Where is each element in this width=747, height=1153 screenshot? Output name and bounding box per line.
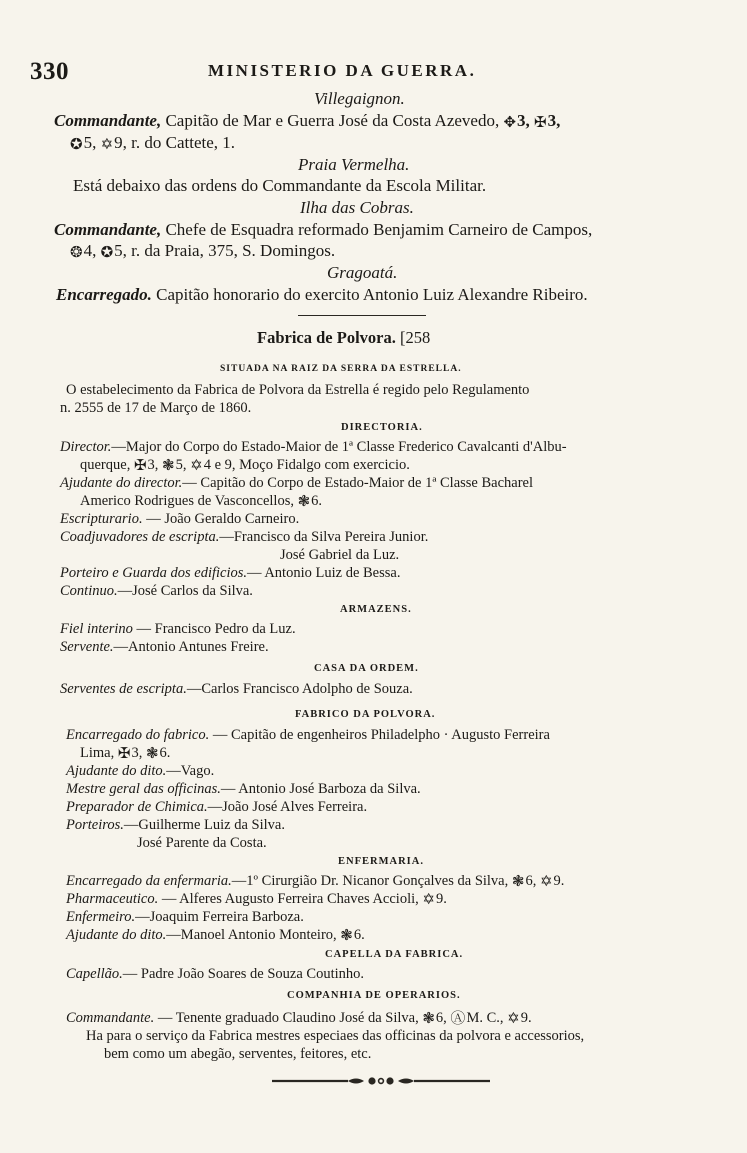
gragoata-line: Encarregado. Capitão honorario do exercito Antonio Luiz Alexandre Ribeiro. <box>56 285 588 304</box>
rose-decoration-icon: ❃ <box>162 458 175 474</box>
ajudante-line-1: Ajudante do director.— Capitão do Corpo de Estado-Maior de 1ª Classe Bacharel <box>60 475 534 491</box>
enfermeiro-line: Enfermeiro.—Joaquim Ferreira Barboza. <box>66 909 304 925</box>
closing-ornament <box>270 1074 492 1088</box>
enc-fabrico-line-2: Lima, ✠3, ❃6. <box>80 745 171 762</box>
serventes-line: Serventes de escripta.—Carlos Francisco Adolpho de Souza. <box>60 681 413 697</box>
praia-text: Está debaixo das ordens do Commandante da Escola Militar. <box>73 176 487 195</box>
cobras-title: Ilha das Cobras. <box>300 198 414 217</box>
capellao-line: Capellão.— Padre João Soares de Souza Coutinho. <box>66 966 365 982</box>
medal-decoration-icon: ✪ <box>70 137 83 153</box>
pharmaceutico-line: Pharmaceutico. — Alferes Augusto Ferreira Chaves Accioli, ✡9. <box>66 891 447 908</box>
servente-line: Servente.—Antonio Antunes Freire. <box>60 639 269 655</box>
order-decoration-icon: ✠ <box>117 746 131 762</box>
porteiros-line-1: Porteiros.—Guilherme Luiz da Silva. <box>66 817 285 833</box>
ajudante-line-2: Americo Rodrigues de Vasconcellos, ❃6. <box>80 493 323 510</box>
star-decoration-icon: ✡ <box>539 874 553 890</box>
rose-decoration-icon: ❃ <box>422 1011 435 1027</box>
fabrica-intro-1: O estabelecimento da Fabrica de Polvora da Estrella é regido pelo Regulamento <box>66 382 530 398</box>
rose-decoration-icon: ❃ <box>340 928 353 944</box>
escripturario-line: Escripturario. — João Geraldo Carneiro. <box>60 511 300 527</box>
directoria-heading: DIRECTORIA. <box>341 422 423 433</box>
section-divider <box>298 315 426 316</box>
page-header <box>30 58 690 88</box>
ajudante-enfermaria-line: Ajudante do dito.—Manoel Antonio Monteiro, ❃6. <box>66 927 365 944</box>
servico-line-2: bem como um abegão, serventes, feitores, etc. <box>104 1046 372 1062</box>
enc-fabrico-line-1: Encarregado do fabrico. — Capitão de engenheiros Philadelpho · Augusto Ferreira <box>66 727 550 743</box>
cobras-line-2: ❂4, ✪5, r. da Praia, 375, S. Domingos. <box>70 240 335 264</box>
cobras-line-1: Commandante, Chefe de Esquadra reformado Benjamim Carneiro de Campos, <box>54 220 593 239</box>
order-decoration-icon: ✠ <box>133 458 147 474</box>
page-number: 330 <box>30 58 69 85</box>
villegaignon-line-1: Commandante, Capitão de Mar e Guerra José da Costa Azevedo, ✥3, ✠3, <box>54 110 560 134</box>
running-title: MINISTERIO DA GUERRA. <box>208 61 477 80</box>
star-decoration-icon: ✡ <box>190 458 203 474</box>
continuo-line: Continuo.—José Carlos da Silva. <box>60 583 253 599</box>
armazens-heading: ARMAZENS. <box>340 604 412 615</box>
medal-decoration-icon: ✪ <box>100 245 114 261</box>
servico-line-1: Ha para o serviço da Fabrica mestres especiaes das officinas da polvora e accessorios, <box>86 1028 585 1044</box>
circled-a-decoration-icon: Ⓐ <box>450 1011 466 1027</box>
coadjuvadores-line-2: José Gabriel da Luz. <box>280 547 400 563</box>
gragoata-title: Gragoatá. <box>327 263 398 282</box>
order-decoration-icon: ✠ <box>534 115 547 131</box>
fabrica-location: SITUADA NA RAIZ DA SERRA DA ESTRELLA. <box>220 364 462 374</box>
capella-heading: CAPELLA DA FABRICA. <box>325 949 464 960</box>
praia-title: Praia Vermelha. <box>298 155 410 174</box>
ajudante-dito-line: Ajudante do dito.—Vago. <box>66 763 215 779</box>
villegaignon-line-2: ✪5, ✡9, r. do Cattete, 1. <box>70 132 235 156</box>
rosette-decoration-icon: ❂ <box>70 245 83 261</box>
fiel-line: Fiel interino — Francisco Pedro da Luz. <box>60 621 296 637</box>
companhia-heading: COMPANHIA DE OPERARIOS. <box>287 990 461 1001</box>
enfermaria-heading: ENFERMARIA. <box>338 856 424 867</box>
companhia-commandante-line: Commandante. — Tenente graduado Claudino José da Silva, ❃6, ⒶM. C., ✡9. <box>66 1010 532 1027</box>
star-decoration-icon: ✡ <box>100 137 114 153</box>
star-decoration-icon: ✡ <box>422 892 435 908</box>
enc-enfermaria-line: Encarregado da enfermaria.—1º Cirurgião Dr. Nicanor Gonçalves da Silva, ❃6, ✡9. <box>66 873 565 890</box>
rose-decoration-icon: ❃ <box>511 874 525 890</box>
director-line-1: Director.—Major do Corpo do Estado-Maior de 1ª Classe Frederico Cavalcanti d'Albu- <box>60 439 567 455</box>
fabrico-heading: FABRICO DA POLVORA. <box>295 709 436 720</box>
fabrica-intro-2: n. 2555 de 17 de Março de 1860. <box>60 400 252 416</box>
ornament-flourish-icon <box>270 1074 492 1088</box>
casa-ordem-heading: CASA DA ORDEM. <box>314 663 419 674</box>
preparador-line: Preparador de Chimica.—João José Alves Ferreira. <box>66 799 368 815</box>
cross-decoration-icon: ✥ <box>503 115 517 131</box>
fabrica-heading: Fabrica de Polvora. [258 <box>257 328 431 347</box>
star-decoration-icon: ✡ <box>507 1011 520 1027</box>
coadjuvadores-line-1: Coadjuvadores de escripta.—Francisco da Silva Pereira Junior. <box>60 529 429 545</box>
porteiros-line-2: José Parente da Costa. <box>137 835 267 851</box>
mestre-line: Mestre geral das officinas.— Antonio José Barboza da Silva. <box>66 781 421 797</box>
rose-decoration-icon: ❃ <box>145 746 159 762</box>
porteiro-line: Porteiro e Guarda dos edificios.— Antonio Luiz de Bessa. <box>60 565 401 581</box>
villegaignon-title: Villegaignon. <box>314 89 405 108</box>
rose-decoration-icon: ❃ <box>297 494 311 510</box>
director-line-2: querque, ✠3, ❃5, ✡4 e 9, Moço Fidalgo com exercicio. <box>80 457 410 474</box>
